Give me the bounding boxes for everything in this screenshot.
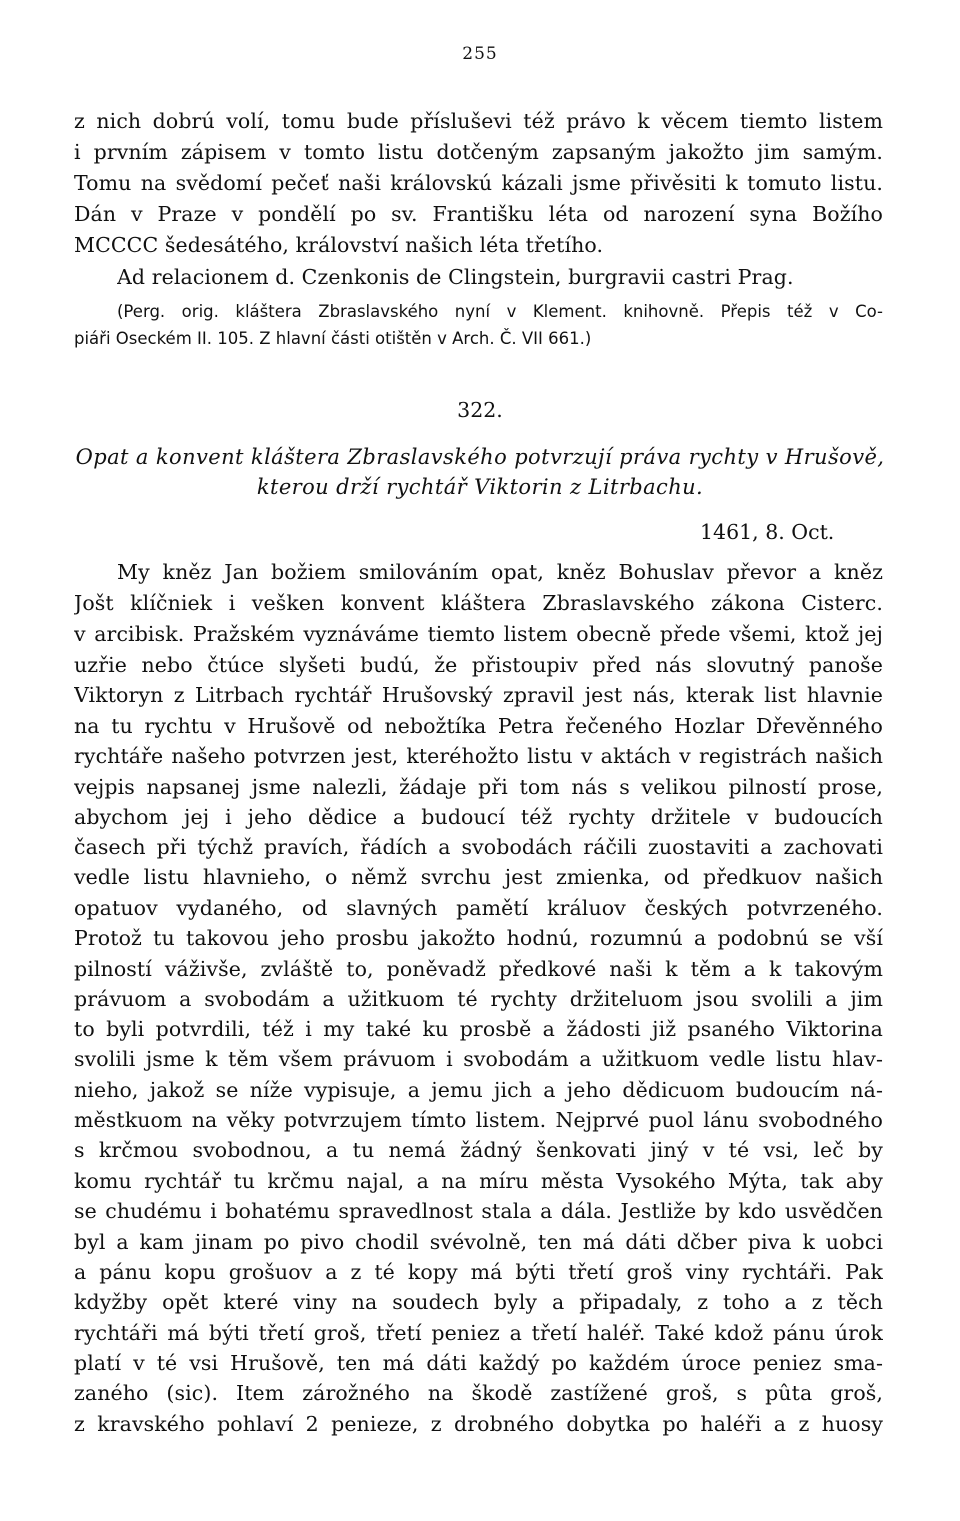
body-line: kdyžby opět které viny na soudech byly a připadaly, z toho a z těch xyxy=(74,1290,883,1314)
body-line: na tu rychtu v Hrušově od nebožtíka Petra řečeného Hozlar Dřevěnného xyxy=(74,714,883,738)
page-number: 255 xyxy=(462,44,498,64)
body-line: to byli potvrdili, též i my také ku prosbě a žádosti již psaného Viktorina xyxy=(74,1017,883,1041)
text-line: Tomu na svědomí pečeť naši královskú kázali jsme přivěsiti k tomuto listu. xyxy=(74,171,883,195)
body-line: komu rychtář tu krčmu najal, a na míru města Vysokého Mýta, tak aby xyxy=(74,1169,883,1193)
body-line: z kravského pohlaví 2 penieze, z drobného dobytka po haléři a z huosy xyxy=(74,1412,883,1436)
body-line: nieho, jakož se níže vypisuje, a jemu jich a jeho dědicuom budoucím ná- xyxy=(74,1078,883,1102)
body-line: uzřie nebo čtúce slyšeti budú, že přistoupiv před nás slovutný panoše xyxy=(74,653,883,677)
document-heading: kterou drží rychtář Viktorin z Litrbachu. xyxy=(256,475,704,499)
body-line: vejpis napsanej jsme nalezli, žádaje při tom nás s velikou pilností prose, xyxy=(74,775,883,799)
body-line: zaného (sic). Item zárožného na škodě zastížené groš, s pûta groš, xyxy=(74,1381,883,1405)
source-note-line: piáři Oseckém II. 105. Z hlavní části otištěn v Arch. Č. VII 661.) xyxy=(74,329,592,348)
body-line: vedle listu hlavnieho, o němž svrchu jest zmienka, od předkuov našich xyxy=(74,865,883,889)
body-line: městkuom na věky potvrzujem tímto listem. Nejprvé puol lánu svobodného xyxy=(74,1108,883,1132)
text-line: Dán v Praze v pondělí po sv. Františku léta od narození syna Božího xyxy=(74,202,883,226)
body-line: opatuov vydaného, od slavných pamětí králuov českých potvrzeného. xyxy=(74,896,883,920)
body-line: právuom a svobodám a užitkuom té rychty držiteluom jsou svolili a jim xyxy=(74,987,883,1011)
document-date: 1461, 8. Oct. xyxy=(700,520,835,544)
body-line: My kněz Jan božiem smilováním opat, kněz Bohuslav převor a kněz xyxy=(117,560,883,584)
body-line: s krčmou svobodnou, a tu nemá žádný šenkovati jiný v té vsi, leč by xyxy=(74,1138,883,1162)
body-line: byl a kam jinam po pivo chodil svévolně, ten má dáti dčber piva k uobci xyxy=(74,1230,883,1254)
body-line: Protož tu takovou jeho prosbu jakožto hodnú, rozumnú a podobnú se vší xyxy=(74,926,883,950)
text-line: i prvním zápisem v tomto listu dotčeným zapsaným jakožto jim samým. xyxy=(74,140,883,164)
body-line: Jošt klíčniek i vešken konvent kláštera Zbraslavského zákona Cisterc. xyxy=(74,591,883,615)
body-line: a pánu kopu grošuov a z té kopy má býti třetí groš viny rychtáři. Pak xyxy=(74,1260,883,1284)
text-line: z nich dobrú volí, tomu bude přísluševi též právo k věcem tiemto listem xyxy=(74,109,883,133)
document-number: 322. xyxy=(457,398,503,422)
body-line: v arcibisk. Pražském vyznáváme tiemto listem obecně přede všemi, ktož jej xyxy=(74,622,883,646)
source-note-line: (Perg. orig. kláštera Zbraslavského nyní v Klement. knihovně. Přepis též v Co- xyxy=(117,302,883,321)
body-line: rychtáře našeho potvrzen jest, kteréhožto listu v aktách v registrách našich xyxy=(74,744,883,768)
body-line: svolili jsme k těm všem právuom i svobodám a užitkuom vedle listu hlav- xyxy=(74,1047,883,1071)
body-line: časech při týchž pravích, řádích a svobodách ráčili zuostaviti a zachovati xyxy=(74,835,883,859)
body-line: pilností váživše, zvláště to, poněvadž předkové naši k těm a k takovým xyxy=(74,957,883,981)
body-line: se chudému i bohatému spravedlnost stala a dála. Jestliže by kdo usvědčen xyxy=(74,1199,883,1223)
document-heading: Opat a konvent kláštera Zbraslavského potvrzují práva rychty v Hrušově, xyxy=(75,445,885,469)
body-line: Viktoryn z Litrbach rychtář Hrušovský zpravil jest nás, kterak list hlavnie xyxy=(74,683,883,707)
relacio-line: Ad relacionem d. Czenkonis de Clingstein, burgravii castri Prag. xyxy=(117,265,794,289)
text-line: MCCCC šedesátého, království našich léta třetího. xyxy=(74,233,604,257)
body-line: platí v té vsi Hrušově, ten má dáti každý po každém úroce peniez sma- xyxy=(74,1351,883,1375)
body-line: abychom jej i jeho dědice a budoucí též rychty držitele v budoucích xyxy=(74,805,883,829)
body-line: rychtáři má býti třetí groš, třetí peniez a třetí haléř. Také kdož pánu úrok xyxy=(74,1321,883,1345)
